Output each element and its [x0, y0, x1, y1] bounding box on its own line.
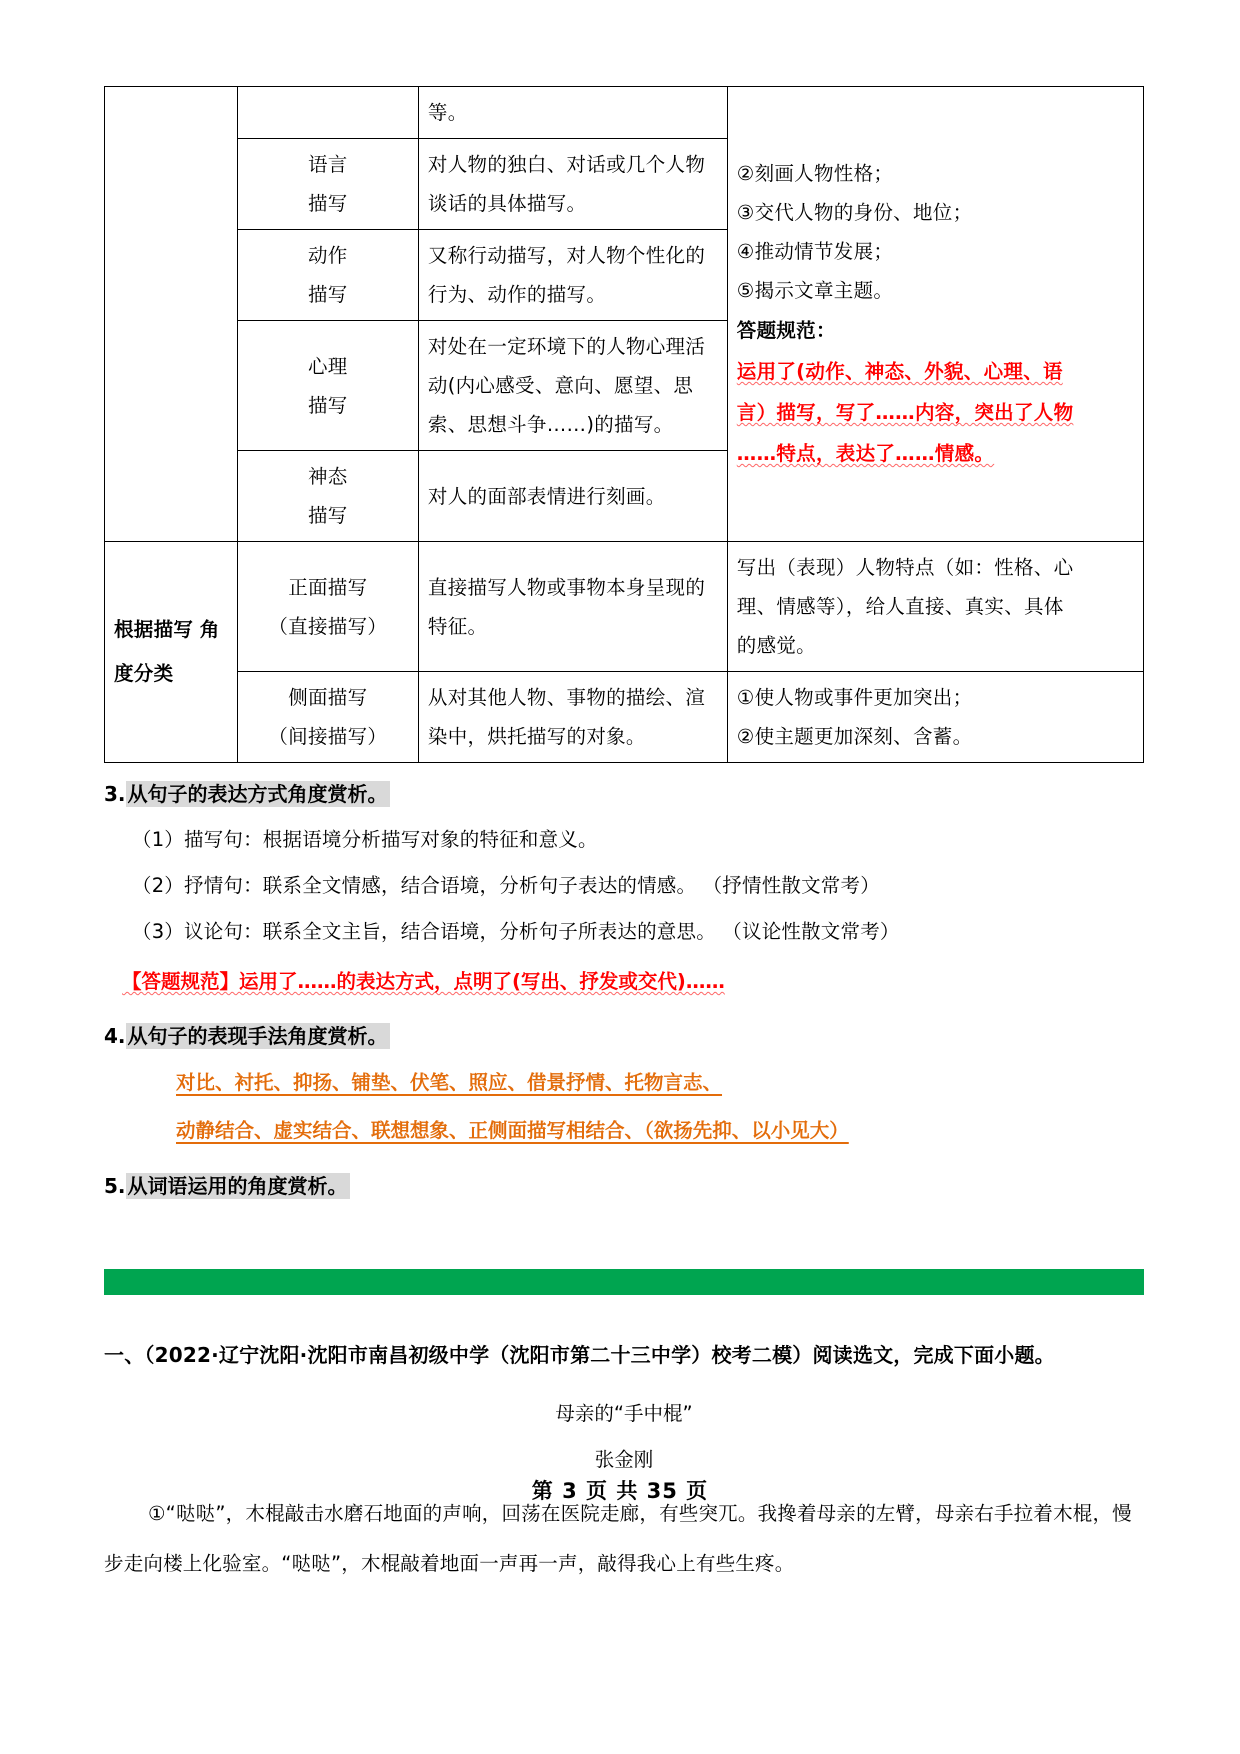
cell-definition: 又称行动描写，对人物个性化的 行为、动作的描写。	[418, 230, 727, 321]
section-3-answer-spec: 【答题规范】运用了……的表达方式，点明了(写出、抒发或交代)……	[122, 970, 725, 993]
answer-spec-red-line: ……特点，表达了……情感。	[736, 442, 995, 465]
section-4-techniques-line: 对比、衬托、抑扬、铺垫、伏笔、照应、借景抒情、托物言志、	[176, 1071, 723, 1094]
article-title: 母亲的“手中棍”	[555, 1402, 693, 1425]
section-4-number: 4.	[104, 1024, 126, 1048]
answer-spec-heading: 答题规范：	[736, 319, 836, 342]
answer-spec-red-line: 言）描写，写了……内容，突出了人物	[736, 401, 1074, 424]
cell-subtype-action: 动作 描写	[237, 230, 418, 321]
answer-spec-red-line: 运用了(动作、神态、外貌、心理、语	[736, 360, 1063, 383]
cell-subtype-psychology: 心理 描写	[237, 321, 418, 451]
cell-definition: 对处在一定环境下的人物心理活 动(内心感受、意向、愿望、思 索、思想斗争……)的描写。	[418, 321, 727, 451]
exam-source-text: （2022·辽宁沈阳·沈阳市南昌初级中学（沈阳市第二十三中学）校考二模）阅读选文，完成下面小题。	[144, 1343, 1055, 1367]
list-item: （1）描写句：根据语境分析描写对象的特征和意义。	[132, 828, 598, 851]
green-separator-bar	[104, 1269, 1144, 1295]
description-methods-table	[104, 86, 1144, 763]
section-5-heading	[104, 1167, 1144, 1205]
list-item: （2）抒情句：联系全文情感，结合语境，分析句子表达的情感。 （抒情性散文常考）	[132, 874, 880, 897]
cell-effects: ①使人物或事件更加突出； ②使主题更加深刻、含蓄。	[727, 672, 1143, 763]
cell-definition: 直接描写人物或事物本身呈现的 特征。	[418, 542, 727, 672]
cell-category-blank	[105, 87, 238, 542]
cell-definition: 对人的面部表情进行刻画。	[418, 451, 727, 542]
cell-subtype-direct: 正面描写 （直接描写）	[237, 542, 418, 672]
page-footer: 第 3 页 共 35 页	[531, 1479, 709, 1503]
article-paragraph: ①“哒哒”，木棍敲击水磨石地面的声响，回荡在医院走廊，有些突兀。我搀着母亲的左臂，母亲右手拉着木棍，慢步走向楼上化验室。“哒哒”，木棍敲着地面一声再一声，敲得我心上有些生疼。	[104, 1502, 1132, 1575]
section-4-title: 从句子的表现手法角度赏析。	[127, 1024, 388, 1048]
cell-definition: 从对其他人物、事物的描绘、渲 染中，烘托描写的对象。	[418, 672, 727, 763]
cell-category-angle: 根据描写 角度分类	[105, 542, 238, 763]
section-3-heading	[104, 775, 1144, 813]
cell-effects: 写出（表现）人物特点（如：性格、心 理、情感等），给人直接、真实、具体 的感觉。	[727, 542, 1143, 672]
cell-subtype-indirect: 侧面描写 （间接描写）	[237, 672, 418, 763]
cell-effects: ②刻画人物性格； ③交代人物的身份、地位； ④推动情节发展； ⑤揭示文章主题。 答题规范： 运用了(动作、神态、外貌、心理、语 言）描写，写了……内容，突出了人物 ……特点，表达了……情感。	[727, 87, 1143, 542]
section-5-number: 5.	[104, 1174, 126, 1198]
cell-definition: 对人物的独白、对话或几个人物 谈话的具体描写。	[418, 139, 727, 230]
article-author: 张金刚	[594, 1448, 654, 1471]
section-3-number: 3.	[104, 782, 126, 806]
exam-marker: 一、	[104, 1343, 145, 1367]
list-item: （3）议论句：联系全文主旨，结合语境，分析句子所表达的意思。 （议论性散文常考）	[132, 920, 900, 943]
table-row	[105, 672, 1144, 763]
cell-subtype-expression: 神态 描写	[237, 451, 418, 542]
section-5-title: 从词语运用的角度赏析。	[127, 1174, 348, 1198]
section-4-techniques-line: 动静结合、虚实结合、联想想象、正侧面描写相结合、（欲扬先抑、以小见大）	[176, 1119, 849, 1142]
cell-subtype-blank	[237, 87, 418, 139]
table-row	[105, 542, 1144, 672]
table-row	[105, 87, 1144, 139]
cell-definition: 等。	[418, 87, 727, 139]
section-4-heading	[104, 1017, 1144, 1055]
cell-subtype-language: 语言 描写	[237, 139, 418, 230]
exam-question-source	[104, 1335, 1144, 1375]
section-3-title: 从句子的表达方式角度赏析。	[127, 782, 388, 806]
